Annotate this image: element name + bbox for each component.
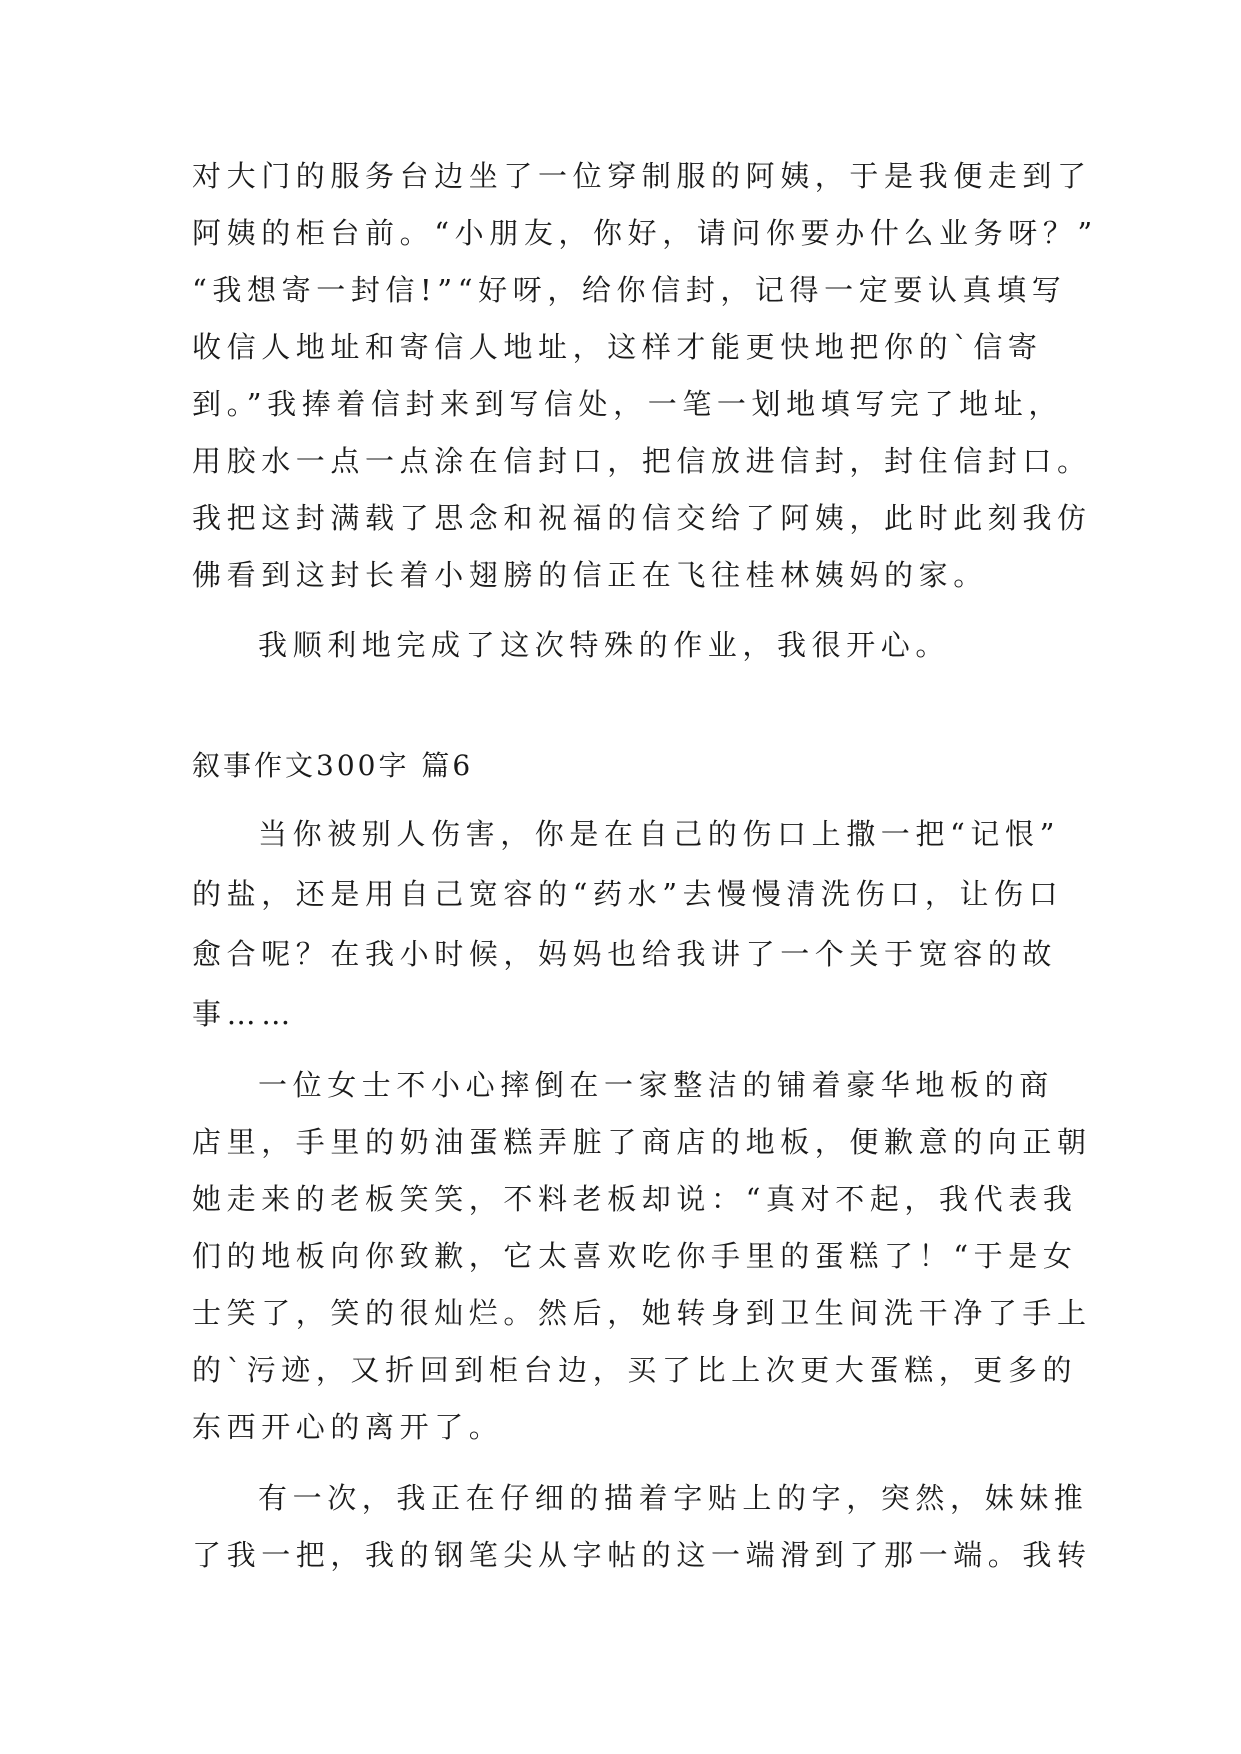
paragraph-2-line: 一位女士不小心摔倒在一家整洁的铺着豪华地板的商	[258, 1068, 1054, 1102]
paragraph-2-line: 们的地板向你致歉，它太喜欢吃你手里的蛋糕了！“于是女	[192, 1239, 1078, 1273]
text-line: 对大门的服务台边坐了一位穿制服的阿姨，于是我便走到了	[192, 159, 1092, 193]
text-line: 收信人地址和寄信人地址，这样才能更快地把你的`信寄	[192, 330, 1043, 364]
closing-line: 我顺利地完成了这次特殊的作业，我很开心。	[258, 628, 951, 662]
paragraph-2-line: 的`污迹，又折回到柜台边，买了比上次更大蛋糕，更多的	[192, 1353, 1078, 1387]
paragraph-2-line: 士笑了，笑的很灿烂。然后，她转身到卫生间洗干净了手上	[192, 1296, 1092, 1330]
section-heading: 叙事作文300字 篇6	[192, 749, 474, 782]
text-line: 我把这封满载了思念和祝福的信交给了阿姨，此时此刻我仿	[192, 501, 1092, 535]
paragraph-1-line: 的盐，还是用自己宽容的“药水”去慢慢清洗伤口，让伤口	[192, 877, 1064, 911]
paragraph-1-line: 事……	[192, 997, 296, 1031]
text-line: 到。”我捧着信封来到写信处，一笔一划地填写完了地址，	[192, 387, 1063, 421]
text-line: 用胶水一点一点涂在信封口，把信放进信封，封住信封口。	[192, 444, 1092, 478]
paragraph-2-line: 店里，手里的奶油蛋糕弄脏了商店的地板，便歉意的向正朝	[192, 1125, 1092, 1159]
paragraph-3-line: 有一次，我正在仔细的描着字贴上的字，突然，妹妹推	[258, 1481, 1089, 1515]
paragraph-3-line: 了我一把，我的钢笔尖从字帖的这一端滑到了那一端。我转	[192, 1538, 1092, 1572]
paragraph-1-line: 当你被别人伤害，你是在自己的伤口上撒一把“记恨”	[258, 817, 1061, 851]
text-line: 阿姨的柜台前。“小朋友，你好，请问你要办什么业务呀？”	[192, 216, 1098, 250]
text-line: “我想寄一封信!”“好呀，给你信封，记得一定要认真填写	[192, 273, 1067, 307]
paragraph-2-line: 她走来的老板笑笑，不料老板却说：“真对不起，我代表我	[192, 1182, 1078, 1216]
paragraph-1-line: 愈合呢？在我小时候，妈妈也给我讲了一个关于宽容的故	[192, 937, 1058, 971]
text-line: 佛看到这封长着小翅膀的信正在飞往桂林姨妈的家。	[192, 558, 988, 592]
paragraph-2-line: 东西开心的离开了。	[192, 1410, 504, 1444]
